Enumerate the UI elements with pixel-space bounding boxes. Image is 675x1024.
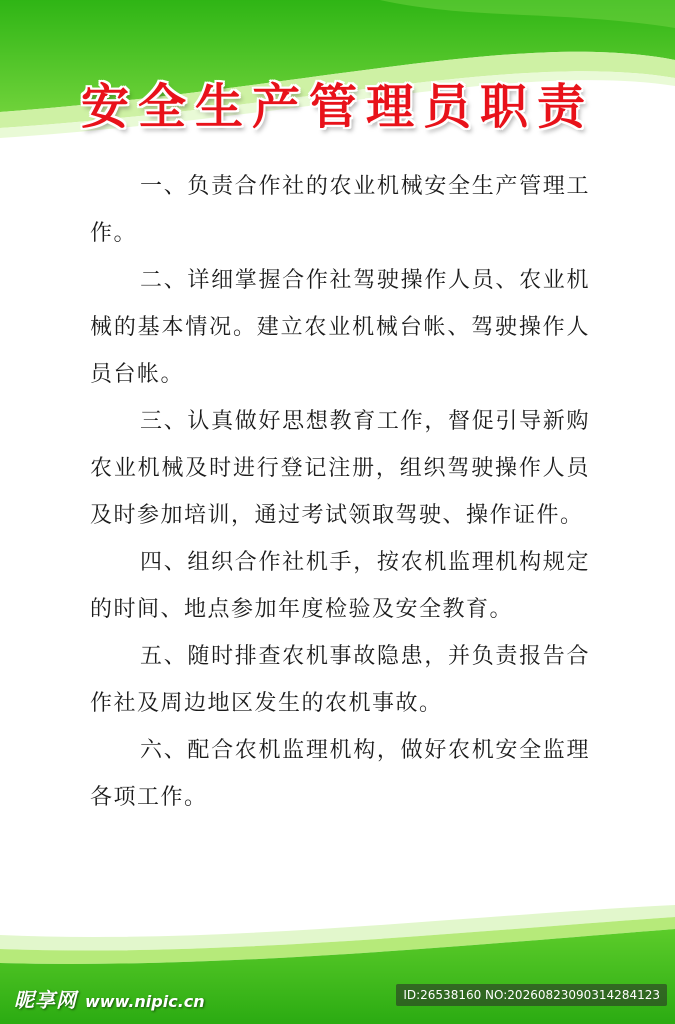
duty-item: 六、配合农机监理机构，做好农机安全监理各项工作。 xyxy=(90,738,590,810)
duty-item: 四、组织合作社机手，按农机监理机构规定的时间、地点参加年度检验及安全教育。 xyxy=(90,550,590,622)
duty-item: 二、详细掌握合作社驾驶操作人员、农业机械的基本情况。建立农业机械台帐、驾驶操作人员台帐。 xyxy=(90,268,590,387)
duty-item: 五、随时排查农机事故隐患，并负责报告合作社及周边地区发生的农机事故。 xyxy=(90,644,590,716)
watermark-url: www.nipic.cn xyxy=(85,992,205,1011)
duty-item: 一、负责合作社的农业机械安全生产管理工作。 xyxy=(90,174,590,246)
site-watermark xyxy=(14,984,205,1013)
image-id-label: ID:26538160 NO:20260823090314284123 xyxy=(396,984,667,1006)
duties-list xyxy=(90,163,590,821)
duty-item: 三、认真做好思想教育工作，督促引导新购农业机械及时进行登记注册，组织驾驶操作人员及时参加培训，通过考试领取驾驶、操作证件。 xyxy=(90,409,590,528)
page-title: 安全生产管理员职责 xyxy=(80,79,594,135)
watermark-logo: 昵享网 xyxy=(14,988,77,1012)
